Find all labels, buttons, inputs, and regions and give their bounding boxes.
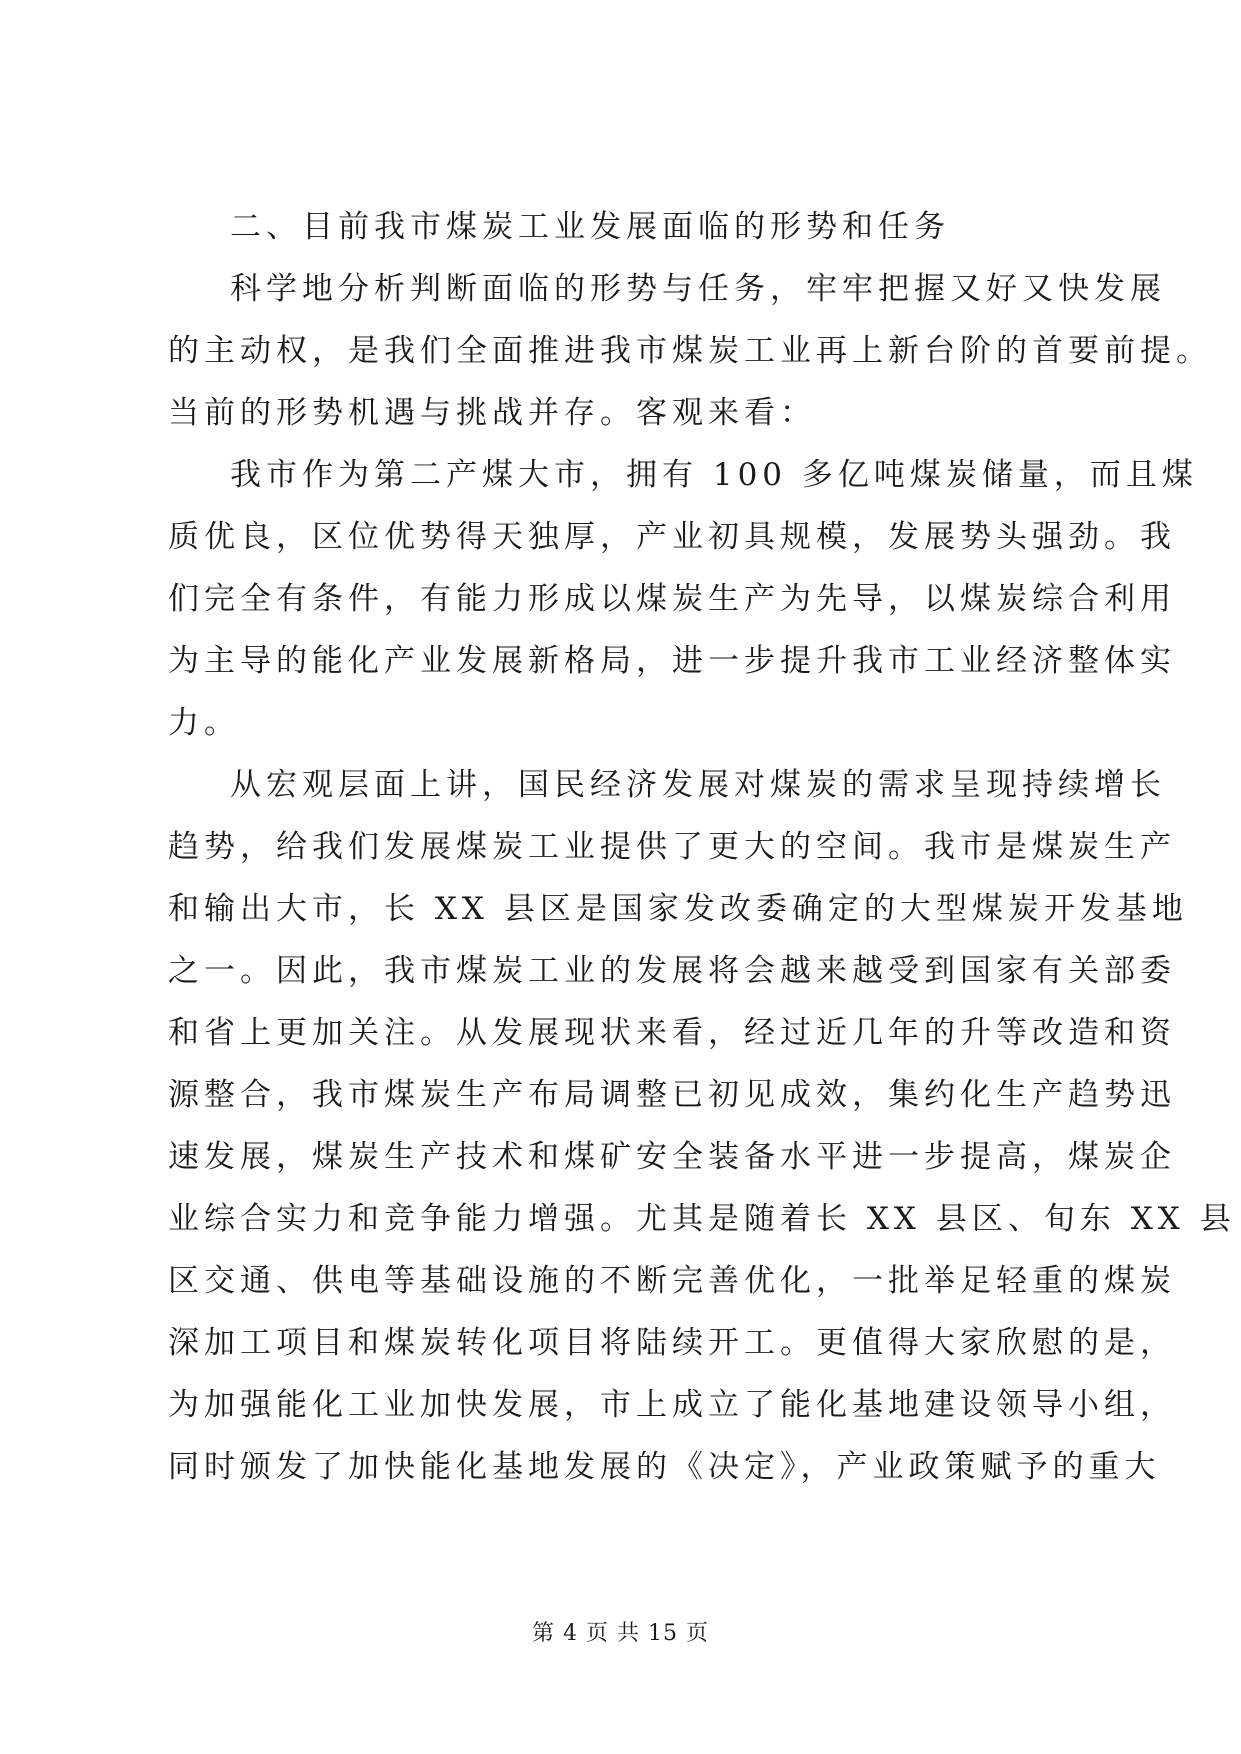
paragraph-line: 区交通、供电等基础设施的不断完善优化，一批举足轻重的煤炭	[168, 1263, 1176, 1299]
paragraph-line: 我市作为第二产煤大市，拥有 100 多亿吨煤炭储量，而且煤	[230, 457, 1198, 493]
paragraph-line: 趋势，给我们发展煤炭工业提供了更大的空间。我市是煤炭生产	[168, 829, 1176, 865]
paragraph-line: 质优良，区位优势得天独厚，产业初具规模，发展势头强劲。我	[168, 519, 1176, 555]
paragraph-line: 同时颁发了加快能化基地发展的《决定》，产业政策赋予的重大	[168, 1449, 1161, 1485]
paragraph-line: 源整合，我市煤炭生产布局调整已初见成效，集约化生产趋势迅	[168, 1077, 1176, 1113]
paragraph-line: 和省上更加关注。从发展现状来看，经过近几年的升等改造和资	[168, 1015, 1176, 1051]
paragraph-line: 深加工项目和煤炭转化项目将陆续开工。更值得大家欣慰的是，	[168, 1325, 1176, 1361]
paragraph-line: 科学地分析判断面临的形势与任务，牢牢把握又好又快发展	[230, 271, 1166, 307]
paragraph-line: 当前的形势机遇与挑战并存。客观来看：	[168, 395, 816, 431]
paragraph-line: 为主导的能化产业发展新格局，进一步提升我市工业经济整体实	[168, 643, 1176, 679]
paragraph-line: 之一。因此，我市煤炭工业的发展将会越来越受到国家有关部委	[168, 953, 1176, 989]
paragraph-line: 力。	[168, 705, 240, 741]
paragraph-line: 速发展，煤炭生产技术和煤矿安全装备水平进一步提高，煤炭企	[168, 1139, 1176, 1175]
paragraph-line: 们完全有条件，有能力形成以煤炭生产为先导，以煤炭综合利用	[168, 581, 1176, 617]
paragraph-line: 的主动权，是我们全面推进我市煤炭工业再上新台阶的首要前提。	[168, 333, 1212, 369]
paragraph-line: 从宏观层面上讲，国民经济发展对煤炭的需求呈现持续增长	[230, 767, 1166, 803]
document-body	[168, 196, 1236, 1498]
paragraph-line: 和输出大市，长 XX 县区是国家发改委确定的大型煤炭开发基地	[168, 891, 1188, 927]
paragraph-line: 业综合实力和竞争能力增强。尤其是随着长 XX 县区、旬东 XX 县	[168, 1201, 1236, 1237]
page-number-footer: 第 4 页 共 15 页	[532, 1621, 709, 1646]
section-heading: 二、目前我市煤炭工业发展面临的形势和任务	[230, 209, 950, 245]
paragraph-line: 为加强能化工业加快发展，市上成立了能化基地建设领导小组，	[168, 1387, 1176, 1423]
